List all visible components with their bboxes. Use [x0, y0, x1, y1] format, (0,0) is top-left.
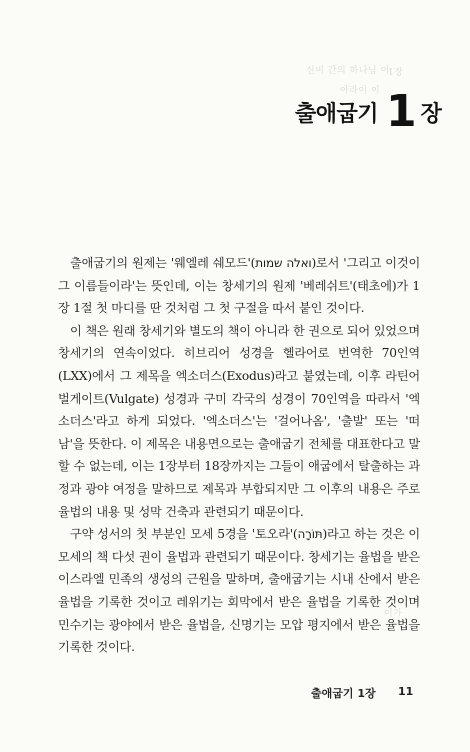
paragraph-text: 구약 성서의 첫 부분인 모세 5경을 '토오라'(	[70, 527, 298, 542]
running-title: 출애굽기 1장	[311, 687, 376, 700]
chapter-heading	[295, 86, 442, 137]
page-number: 11	[398, 685, 414, 698]
paragraph-text: )로서 '그리고 이것이 그 이름들이라'는 뜻인데, 이는 창세기의 원제 '베레쉬트'(태초에)가 1장 1절 첫 마디를 딴 것처럼 그 첫 구절을 따서 붙인 것이다.	[58, 256, 421, 316]
paragraph-text: )라고 하는 것은 이 모세의 책 다섯 권이 율법과 관련되기 때문이다. 창세기는 율법을 받은 이스라엘 민족의 생성의 근원을 말하며, 출애굽기는 시내 산에서 받은 율법을 기록한 것이고 레위기는 회막에서 받은 율법을 기록한 것이며 민수기는 광야에서 받은 율법을, 신명기는 모압 평지에서 받은 율법을 기록한 것이다.	[58, 527, 421, 655]
hebrew-term: ואלה שמות	[255, 256, 312, 270]
paragraph-text: 출애굽기의 원제는 '웨엘레 쉐모드'(	[70, 256, 256, 270]
paragraph	[58, 320, 420, 523]
hebrew-term: תּוֹרָה	[297, 527, 323, 542]
paragraph	[58, 523, 420, 659]
bleed-through-text: 이가	[384, 609, 403, 619]
bleed-through-text: 신비 간의 하나님 이	[306, 66, 390, 76]
paragraph-text: 이 책은 원래 창세기와 별도의 책이 아니라 한 권으로 되어 있었으며 창세기의 연속이었다. 히브리어 성경을 헬라어로 번역한 70인역(LXX)에서 그 제목을 엑소더스(Exodus)라고 붙였는데, 이후 라틴어 벌게이트(Vulgate) 성경과 구미 각국의 성경이 70인역을 따라서 '엑소더스'라고 하게 되었다. '엑소더스'는 '걸어나옴', '출발' 또는 '떠남'을 뜻한다. 이 제목은 내용면으로는 출애굽기 전체를 대표한다고 말할 수 없는데, 이는 1장부터 18장까지는 그들이 애굽에서 탈출하는 과정과 광야 여정을 말하므로 제목과 부합되지만 그 이후의 내용은 주로 율법의 내용 및 성막 건축과 관련되기 때문이다.	[58, 323, 420, 519]
chapter-suffix: 장	[420, 102, 442, 127]
bleed-through-text: 1장	[388, 68, 404, 78]
paragraph	[58, 252, 420, 320]
chapter-book-name: 출애굽기	[295, 102, 379, 127]
chapter-number: 1	[386, 86, 417, 137]
bleed-through-text: 아라이 이	[340, 86, 381, 96]
body-text	[58, 252, 420, 659]
